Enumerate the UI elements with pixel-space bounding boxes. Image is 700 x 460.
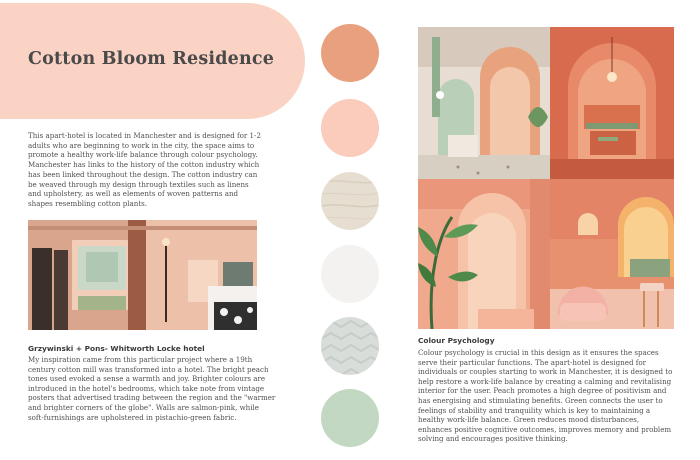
photo-terracotta-kitchen (550, 27, 674, 179)
whitworth-locke-photo (28, 220, 257, 330)
locke-heading: Grzywinski + Pons- Whitworth Locke hotel (28, 344, 205, 353)
swatch-sage-green (321, 389, 379, 447)
photo-green-arch-room (418, 27, 550, 179)
swatch-terracotta (321, 24, 379, 82)
page-title: Cotton Bloom Residence (28, 49, 275, 69)
colour-psychology-paragraph: Colour psychology is crucial in this design as it ensures the spaces serve their particular functions. The apart-hotel is designed for individuals or couples starting to work in Manchester, it is designed to help restore a work-life balance by creating a calming and revitalising interior for the user. Peach promotes a high degree of positivism and has energising and stimulating benefits. Green connects the user to feelings of stability and tranquility which is key to maintaining a healthy work-life balance. Green reduces mood disturbances, enhances positive cognitive outcomes, improves memory and problem solving and encourages positive thinking. (418, 348, 673, 444)
intro-paragraph: This apart-hotel is located in Manchester and is designed for 1-2 adults who are beginning to work in the city, the space aims to promote a healthy work-life balance through colour psychology. Manchester has links to the history of the cotton industry which has been linked throughout the design. The cotton industry can be weaved through my design through textiles such as linens and upholstery, as well as elements of woven patterns and shapes resembling cotton plants. (28, 131, 261, 208)
locke-paragraph: My inspiration came from this particular project where a 19th century cotton mill was transformed into a hotel. The bright peach tones used evoked a sense a warmth and joy. Brighter colours are introduced in the hotel's bedrooms, which take note from vintage posters that advertised trading between the region and the "warmer and brighter corners of the globe". Walls are salmon-pink, while soft-furnishings are upholstered in pistachio-green fabric. (28, 355, 276, 422)
photo-peach-bedroom (550, 179, 674, 329)
inspiration-photo-grid (418, 27, 674, 329)
swatch-oak-wood (321, 172, 379, 230)
swatch-peach (321, 99, 379, 157)
colour-psychology-heading: Colour Psychology (418, 336, 495, 345)
swatch-white (321, 245, 379, 303)
photo-peach-bathroom (418, 179, 550, 329)
swatch-grey-herringbone (321, 317, 379, 375)
